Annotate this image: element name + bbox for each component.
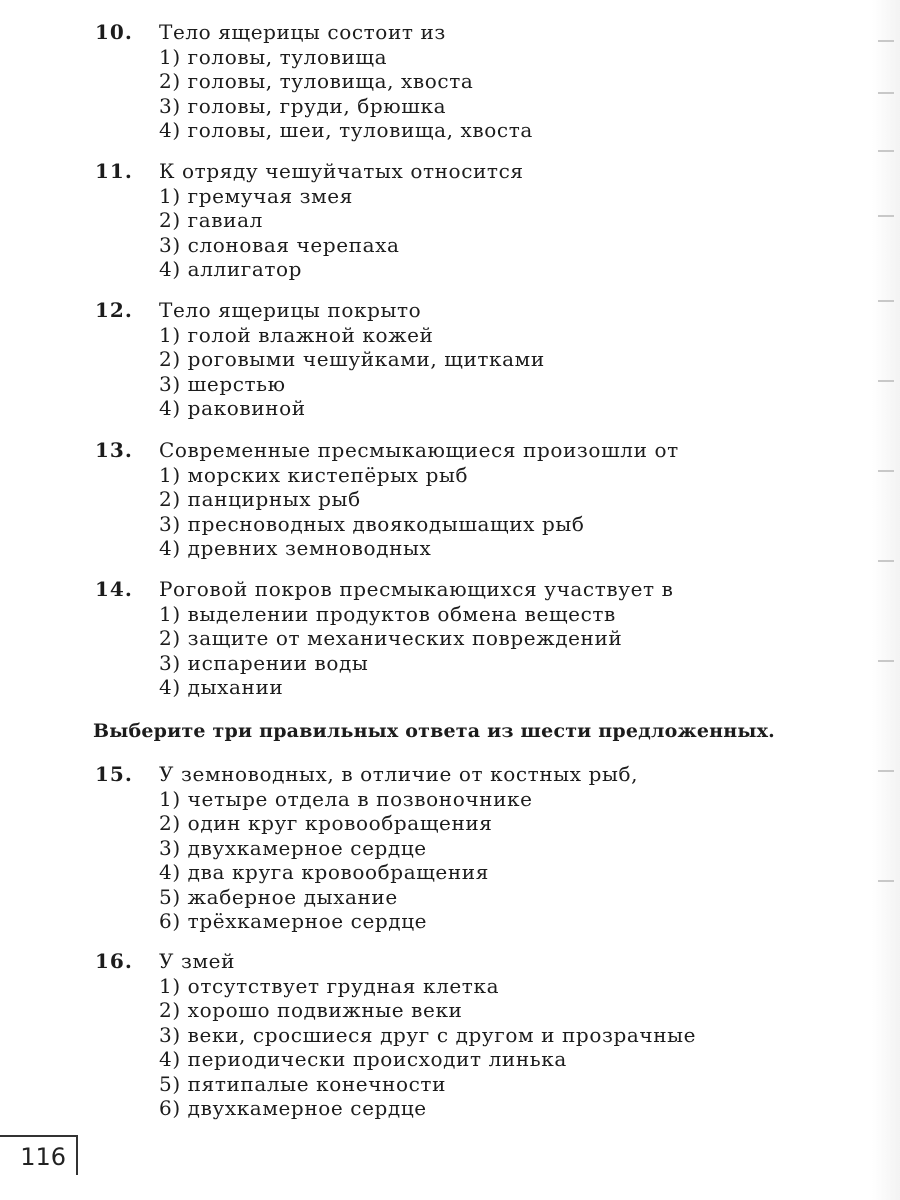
answer-option: 3) головы, груди, брюшка: [159, 93, 447, 118]
question-text: Тело ящерицы состоит из: [159, 20, 446, 44]
answer-option: 4) головы, шеи, туловища, хвоста: [159, 118, 533, 142]
answer-option: 2) роговыми чешуйками, щитками: [159, 347, 545, 371]
bleed-mark: [878, 92, 894, 94]
answer-option: 3) шерстью: [159, 371, 286, 396]
bleed-mark: [878, 770, 894, 772]
bleed-mark: [878, 660, 894, 662]
question-12: [95, 298, 875, 421]
answer-option: 4) дыхании: [159, 675, 284, 699]
bleed-mark: [878, 215, 894, 217]
answer-option: 6) двухкамерное сердце: [159, 1096, 427, 1120]
answer-option: 1) головы, туловища: [159, 44, 388, 69]
answer-option: 1) голой влажной кожей: [159, 322, 434, 347]
answer-option: 2) головы, туловища, хвоста: [159, 69, 474, 93]
answer-option: 3) двухкамерное сердце: [159, 835, 427, 860]
answer-option: 1) четыре отдела в позвоночнике: [159, 786, 533, 811]
answer-option: 2) хорошо подвижные веки: [159, 998, 463, 1022]
question-14: [95, 577, 875, 700]
question-number: 10.: [95, 20, 133, 44]
page-edge-shadow: [872, 0, 900, 1200]
question-number: 14.: [95, 577, 133, 601]
answer-option: 1) гремучая змея: [159, 183, 353, 208]
answer-option: 2) защите от механических повреждений: [159, 626, 623, 650]
answer-option: 4) два круга кровообращения: [159, 860, 489, 884]
answer-option: 2) панцирных рыб: [159, 487, 361, 511]
answer-option: 4) периодически происходит линька: [159, 1047, 567, 1071]
section-instruction: Выберите три правильных ответа из шести предложенных.: [93, 720, 775, 742]
answer-option: 1) морских кистепёрых рыб: [159, 462, 469, 487]
answer-option: 5) жаберное дыхание: [159, 884, 398, 909]
question-10: [95, 20, 875, 143]
question-number: 12.: [95, 298, 133, 322]
answer-option: 5) пятипалые конечности: [159, 1071, 446, 1096]
answer-option: 2) один круг кровообращения: [159, 811, 493, 835]
bleed-mark: [878, 150, 894, 152]
question-15: [95, 762, 875, 934]
question-text: Тело ящерицы покрыто: [159, 298, 422, 322]
question-text: Роговой покров пресмыкающихся участвует в: [159, 577, 674, 601]
question-body: [159, 762, 875, 934]
answer-option: 2) гавиал: [159, 208, 263, 232]
bleed-mark: [878, 380, 894, 382]
answer-option: 1) отсутствует грудная клетка: [159, 973, 500, 998]
question-13: [95, 438, 875, 561]
question-text: У земноводных, в отличие от костных рыб,: [159, 762, 639, 786]
question-body: [159, 20, 875, 143]
question-body: [159, 159, 875, 282]
bleed-mark: [878, 40, 894, 42]
question-16: [95, 949, 875, 1121]
question-number: 13.: [95, 438, 133, 462]
answer-option: 4) аллигатор: [159, 257, 303, 281]
bleed-mark: [878, 560, 894, 562]
bleed-mark: [878, 300, 894, 302]
answer-option: 6) трёхкамерное сердце: [159, 909, 428, 933]
question-body: [159, 577, 875, 700]
question-body: [159, 438, 875, 561]
question-body: [159, 949, 875, 1121]
answer-option: 4) древних земноводных: [159, 536, 432, 560]
question-number: 15.: [95, 762, 133, 786]
answer-option: 3) слоновая черепаха: [159, 232, 400, 257]
answer-option: 3) веки, сросшиеся друг с другом и прозрачные: [159, 1022, 697, 1047]
question-number: 16.: [95, 949, 133, 973]
question-text: К отряду чешуйчатых относится: [159, 159, 524, 183]
bleed-mark: [878, 470, 894, 472]
answer-option: 3) испарении воды: [159, 650, 369, 675]
question-body: [159, 298, 875, 421]
question-text: У змей: [159, 949, 236, 973]
answer-option: 1) выделении продуктов обмена веществ: [159, 601, 616, 626]
page-number: 116: [0, 1135, 78, 1175]
answer-option: 4) раковиной: [159, 396, 306, 420]
question-text: Современные пресмыкающиеся произошли от: [159, 438, 679, 462]
bleed-mark: [878, 880, 894, 882]
question-number: 11.: [95, 159, 133, 183]
answer-option: 3) пресноводных двоякодышащих рыб: [159, 511, 585, 536]
question-11: [95, 159, 875, 282]
